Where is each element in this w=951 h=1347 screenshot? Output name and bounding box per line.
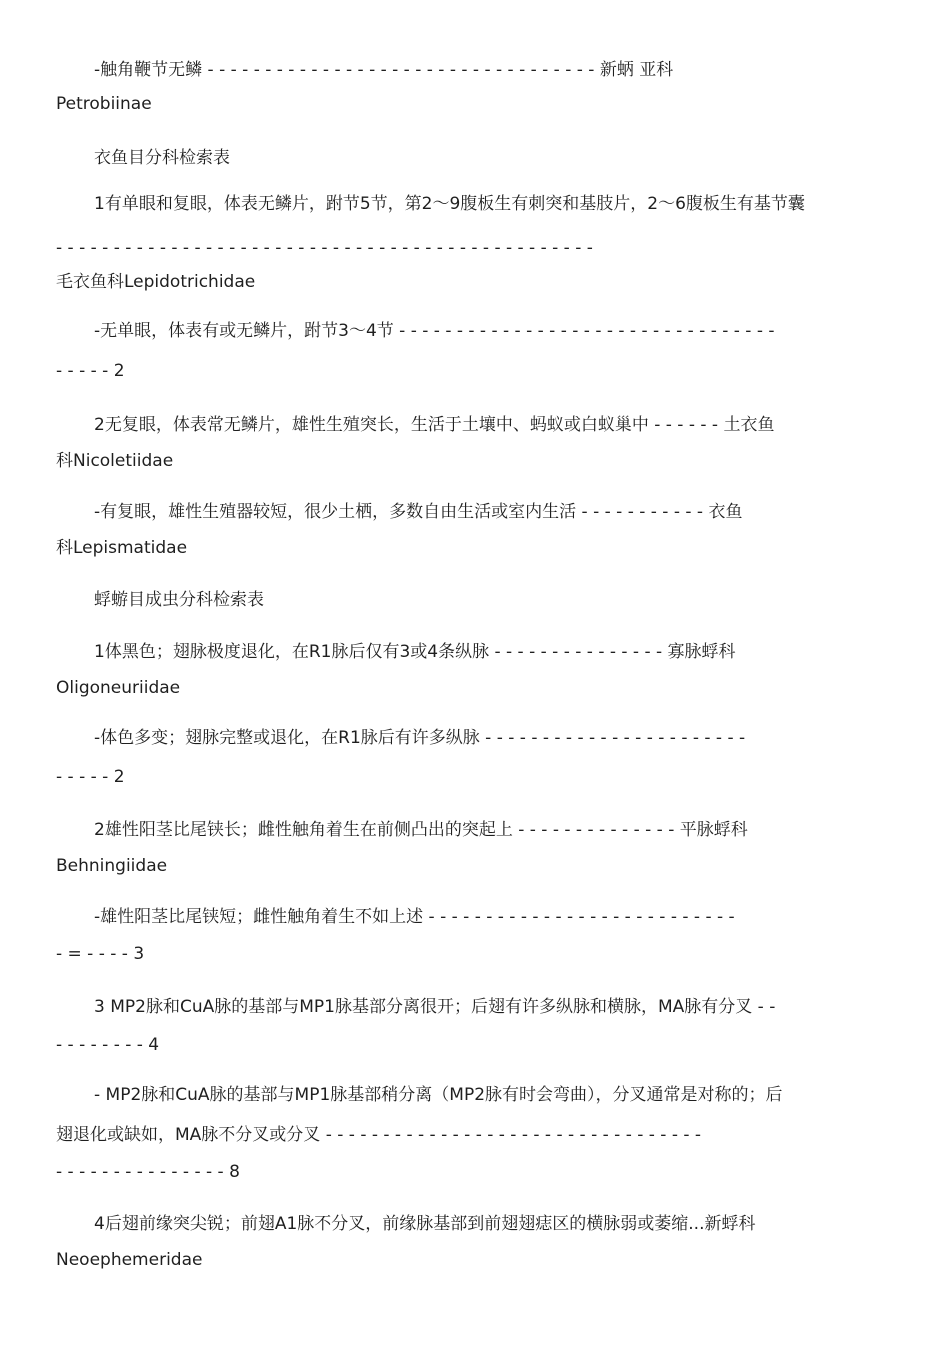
key-entry-line: -有复眼，雄性生殖器较短，很少土栖，多数自由生活或室内生活 - - - - - - - - - - - 衣鱼 <box>94 502 743 522</box>
section-heading: 蜉蝣目成虫分科检索表 <box>94 590 264 610</box>
key-entry-line: 1有单眼和复眼，体表无鳞片，跗节5节，第2～9腹板生有刺突和基肢片，2～6腹板生有基节囊 <box>94 194 805 214</box>
key-entry-line: - - - - - - - - - - - - - - - 8 <box>56 1162 240 1182</box>
key-entry-line: -触角鞭节无鳞 - - - - - - - - - - - - - - - - - - - - - - - - - - - - - - - - - - 新蛃 亚科 <box>94 60 674 80</box>
key-entry-line: 4后翅前缘突尖锐；前翅A1脉不分叉，前缘脉基部到前翅翅痣区的横脉弱或萎缩...新蜉科 <box>94 1214 756 1234</box>
key-entry-line: Oligoneuriidae <box>56 678 181 698</box>
key-entry-line: - - - - - - - - - - - - - - - - - - - - - - - - - - - - - - - - - - - - - - - - - - - - - - - <box>56 238 593 258</box>
key-entry-line: -体色多变；翅脉完整或退化，在R1脉后有许多纵脉 - - - - - - - - - - - - - - - - - - - - - - - <box>94 728 746 748</box>
key-entry-line: -雄性阳茎比尾铗短；雌性触角着生不如上述 - - - - - - - - - - - - - - - - - - - - - - - - - - - <box>94 907 735 927</box>
key-entry-line: -无单眼，体表有或无鳞片，跗节3～4节 - - - - - - - - - - - - - - - - - - - - - - - - - - - - - - - - - <box>94 321 775 341</box>
key-entry-line: - = - - - - 3 <box>56 944 145 964</box>
key-entry-line: 科Nicoletiidae <box>56 451 174 471</box>
key-entry-line: - MP2脉和CuA脉的基部与MP1脉基部稍分离（MP2脉有时会弯曲），分叉通常是对称的；后 <box>94 1085 783 1105</box>
key-entry-line: 1体黑色；翅脉极度退化，在R1脉后仅有3或4条纵脉 - - - - - - - - - - - - - - - 寡脉蜉科 <box>94 642 736 662</box>
section-heading: 衣鱼目分科检索表 <box>94 148 230 168</box>
key-entry-line: 翅退化或缺如，MA脉不分叉或分叉 - - - - - - - - - - - - - - - - - - - - - - - - - - - - - - - - - <box>56 1125 702 1145</box>
key-entry-line: - - - - - - - - 4 <box>56 1035 160 1055</box>
key-entry-line: Behningiidae <box>56 856 168 876</box>
key-entry-line: 2无复眼，体表常无鳞片，雄性生殖突长，生活于土壤中、蚂蚁或白蚁巢中 - - - - - - 土衣鱼 <box>94 415 775 435</box>
key-entry-line: 2雄性阳茎比尾铗长；雌性触角着生在前侧凸出的突起上 - - - - - - - - - - - - - - 平脉蜉科 <box>94 820 748 840</box>
key-entry-line: 毛衣鱼科Lepidotrichidae <box>56 272 256 292</box>
key-entry-line: 3 MP2脉和CuA脉的基部与MP1脉基部分离很开；后翅有许多纵脉和横脉，MA脉有分叉 - - <box>94 997 776 1017</box>
key-entry-line: Petrobiinae <box>56 94 152 114</box>
key-entry-line: - - - - - 2 <box>56 361 125 381</box>
key-entry-line: 科Lepismatidae <box>56 538 188 558</box>
key-entry-line: - - - - - 2 <box>56 767 125 787</box>
key-entry-line: Neoephemeridae <box>56 1250 203 1270</box>
